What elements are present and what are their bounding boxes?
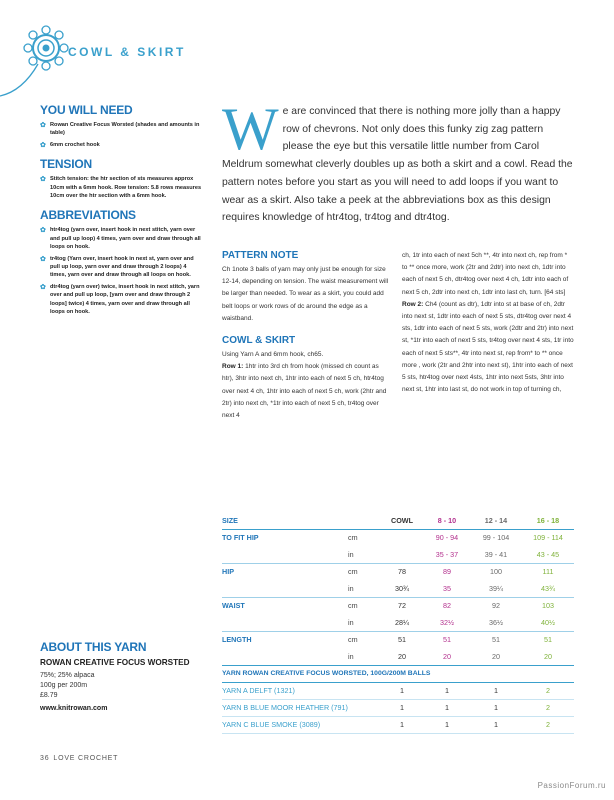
- table-row: YARN B BLUE MOOR HEATHER (791) 1 1 1 2: [222, 699, 574, 716]
- table-row: LENGTH cm 51 51 51 51: [222, 631, 574, 648]
- you-will-need-heading: YOU WILL NEED: [40, 103, 133, 117]
- yarn-price: £8.79: [40, 692, 58, 699]
- list-item: ✿ dtr4tog (yarn over) twice, insert hook in next stitch, yarn over and pull up loop, [yarn over and draw through 2 loops] twice) 4 times, yarn over and draw through all loops on hook.: [40, 283, 200, 316]
- length-label: LENGTH: [222, 631, 348, 648]
- yarn-heading: YARN ROWAN CREATIVE FOCUS WORSTED, 100G/200M BALLS: [222, 665, 574, 682]
- size-16-18-header: 16 - 18: [522, 512, 574, 529]
- page-footer: [40, 755, 118, 762]
- watermark: PassionForum.ru: [537, 781, 606, 790]
- row-2-label: Row 2:: [402, 300, 424, 308]
- pattern-column-2: [402, 250, 574, 396]
- intro-text: e are convinced that there is nothing more jolly than a happy row of chevrons. Not only does this funky zig zag pattern please the eye but this versatile little number from Carol Meldrum somewhat cleverly doubles up as both a skirt and a cowl. Read the pattern notes before you start as you will need to add loops if you want to wear as a skirt. Also take a peek at the abbreviations box as this design requires knowledge of htr4tog, tr4tog and dtr4tog.: [222, 106, 573, 224]
- page-title: COWL & SKIRT: [68, 45, 186, 59]
- size-table: [222, 512, 574, 734]
- cowl-header: COWL: [380, 512, 424, 529]
- table-row: YARN A DELFT (1321) 1 1 1 2: [222, 682, 574, 699]
- table-row: in 35 - 37 39 - 41 43 - 45: [348, 549, 560, 559]
- table-row: in 20 20 20 20: [348, 651, 552, 661]
- yarn-weight: 100g per 200m: [40, 682, 88, 689]
- yarn-b-label: YARN B BLUE MOOR HEATHER (791): [222, 699, 380, 716]
- table-row: WAIST cm 72 82 92 103: [222, 597, 574, 614]
- table-row: in 28¼ 32½ 36½ 40½: [348, 617, 555, 627]
- flower-bullet-icon: ✿: [40, 227, 46, 235]
- yarn-name: ROWAN CREATIVE FOCUS WORSTED: [40, 658, 190, 667]
- list-item: ✿ Rowan Creative Focus Worsted (shades and amounts in table): [40, 122, 200, 137]
- row-1-continued: ch, 1tr into each of next 5ch **, 4tr into next ch, rep from * to ** once more, work (2tr and 2dtr) into next ch, 1dtr into each of next 5 ch, dtr4tog over next 4 ch, 1dtr into each of next 5 ch, 2dtr into next ch, 1dtr into last ch, turn. [64 sts]: [402, 252, 569, 296]
- table-row: HIP cm 78 89 100 111: [222, 563, 574, 580]
- list-item: ✿ 6mm crochet hook: [40, 141, 100, 149]
- pattern-column-1: [222, 250, 390, 422]
- flower-bullet-icon: ✿: [40, 255, 46, 263]
- flower-bullet-icon: ✿: [40, 176, 46, 184]
- size-8-10-header: 8 - 10: [424, 512, 470, 529]
- size-12-14-header: 12 - 14: [470, 512, 522, 529]
- intro-paragraph: [222, 96, 574, 227]
- abbreviations-heading: ABBREVIATIONS: [40, 208, 136, 223]
- drop-cap: W: [222, 96, 279, 162]
- page-number: 36: [40, 755, 50, 762]
- about-yarn-heading: ABOUT THIS YARN: [40, 640, 147, 654]
- flower-bullet-icon: ✿: [40, 122, 46, 129]
- table-header-row: [222, 512, 574, 529]
- row-1-instructions: Row 1: 1htr into 3rd ch from hook (missed ch count as htr), 3htr into next ch, 1htr into each of next 5 ch, htr4tog over next 4 ch, 1htr into each of next 5 ch, work (2htr and 2tr) into next ch, *1tr into each of next 5 ch, tr4tog over next 4: [222, 363, 387, 420]
- yarn-website-link[interactable]: www.knitrowan.com: [40, 705, 108, 712]
- row-1-label: Row 1:: [222, 363, 244, 371]
- table-row: in 30¾ 35 39¼ 43¾: [348, 583, 555, 593]
- pattern-note-text: Ch 1note 3 balls of yarn may only just be enough for size 12-14, depending on tension. The waist measurement will be larger than needed. To wear as a skirt, you could add belt loops or work rows of dc around the edge as a waistband.: [222, 266, 389, 322]
- magazine-name: LOVE CROCHET: [53, 755, 119, 762]
- tension-heading: TENSION: [40, 157, 92, 172]
- pattern-note-heading: PATTERN NOTE: [222, 250, 299, 261]
- flower-bullet-icon: ✿: [40, 141, 46, 149]
- list-item: ✿ htr4tog (yarn over, insert hook in next stitch, yarn over and pull up loop) 4 times, yarn over and draw through all loops on hook.: [40, 227, 201, 251]
- yarn-a-label: YARN A DELFT (1321): [222, 682, 380, 699]
- to-fit-hip-label: TO FIT HIP: [222, 533, 259, 543]
- cowl-skirt-intro: Using Yarn A and 6mm hook, ch65.: [222, 351, 324, 359]
- row-2-instructions: Row 2: Ch4 (count as dtr), 1dtr into st at base of ch, 2dtr into next st, 1dtr into each of next 5 sts, dtr4tog over next 4 sts, 1dtr into each of next 5 sts, work (2dtr and 2tr) into next st, *1tr into each of next 5 sts, tr4tog over next 4 sts, 1tr into each of next 5 sts**, 4tr into next st, rep from* to ** once more , work (2tr and 2htr into next st), 1htr into each of next 5 sts, htr4tog over next 4sts, 1htr into next 5sts, 3htr into next st, 1htr into last st, do not work in top of turning ch,: [402, 300, 574, 394]
- table-row: YARN C BLUE SMOKE (3089) 1 1 1 2: [222, 716, 574, 733]
- flower-bullet-icon: ✿: [40, 283, 46, 291]
- table-row: TO FIT HIP cm 90 - 94 99 - 104 109 - 114: [222, 529, 574, 546]
- yarn-c-label: YARN C BLUE SMOKE (3089): [222, 716, 380, 733]
- yarn-fibre: 75%; 25% alpaca: [40, 672, 95, 679]
- cowl-skirt-heading: COWL & SKIRT: [222, 335, 296, 347]
- about-yarn-box: [40, 640, 202, 715]
- list-item: ✿ tr4tog (Yarn over, insert hook in next st, yarn over and pull up loop, yarn over and draw through 2 loops) 4 times, yarn over and draw through all loops on hook.: [40, 255, 194, 279]
- yarn-heading-row: [222, 665, 574, 682]
- list-item: ✿ Stitch tension: the htr section of sts measures approx 10cm with a 6mm hook. Row tension: 5.8 rows measures 10cm over the htr section with a 6mm hook.: [40, 176, 202, 200]
- hip-label: HIP: [222, 563, 348, 580]
- left-sidebar: [40, 103, 202, 320]
- size-header: SIZE: [222, 512, 348, 529]
- waist-label: WAIST: [222, 597, 348, 614]
